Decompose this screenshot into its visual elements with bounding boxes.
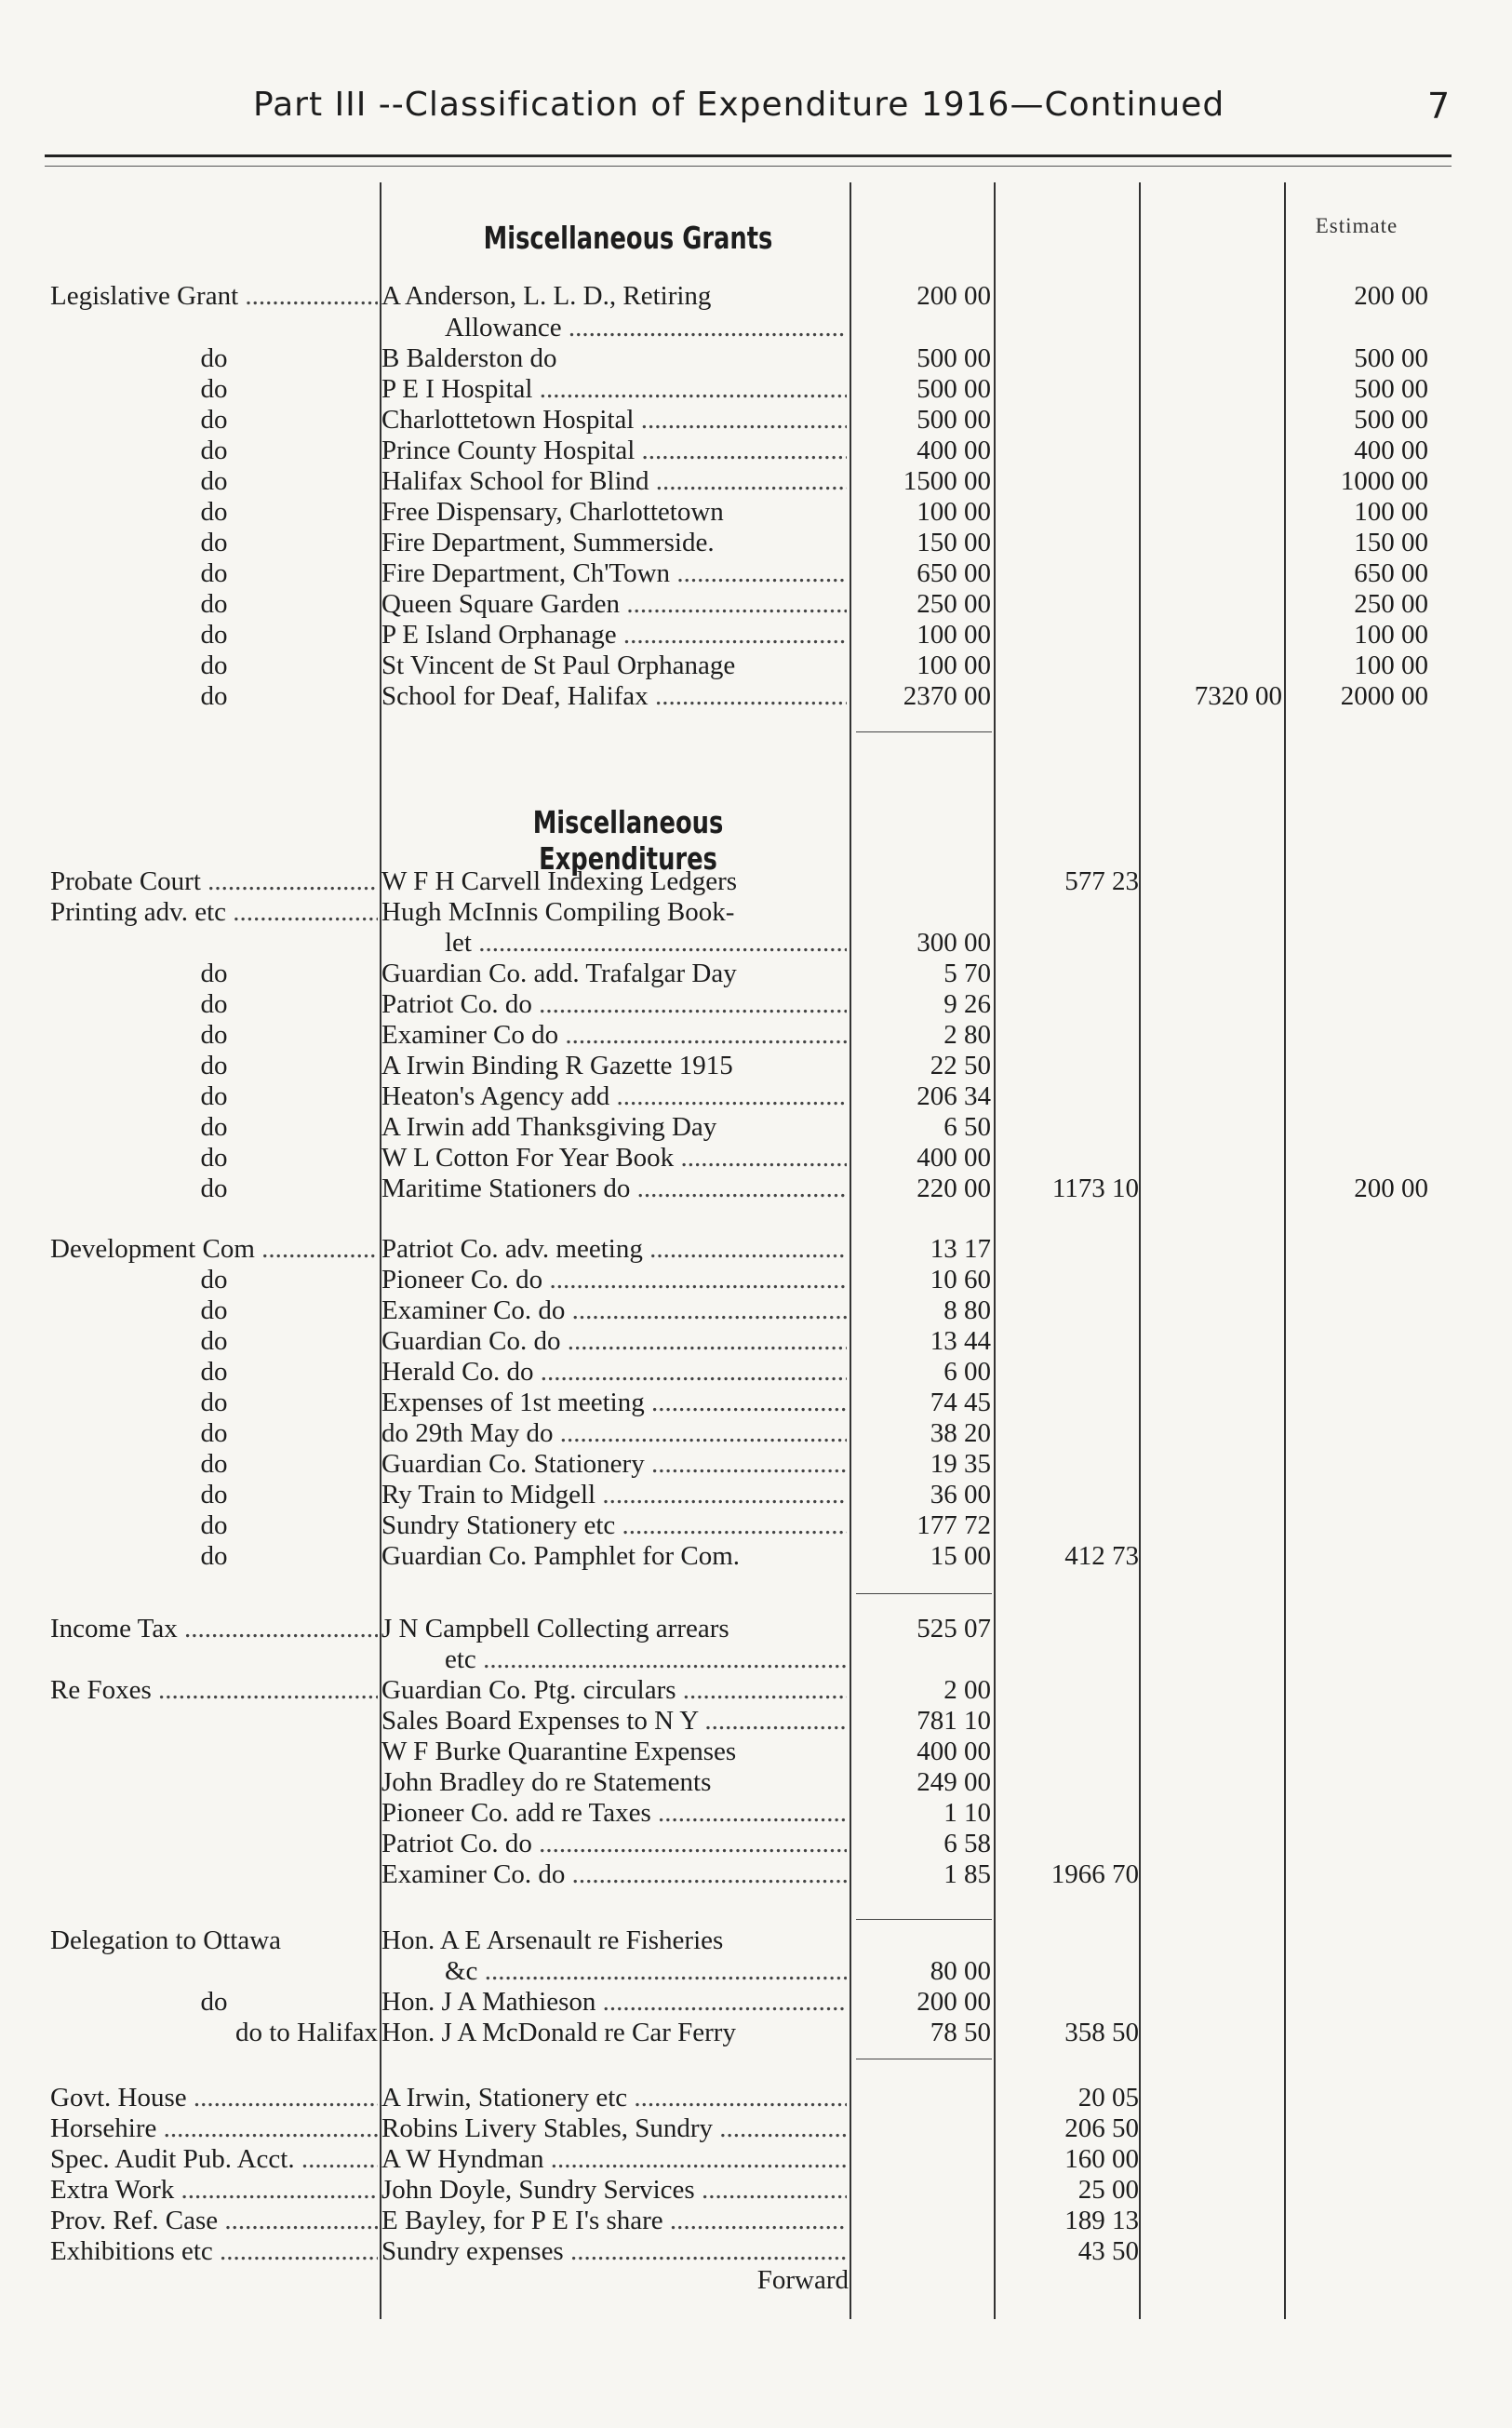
amount-col-1: 13 44 <box>930 1326 991 1356</box>
amount-col-2: 160 00 <box>1064 2144 1139 2174</box>
row-description: Examiner Co do ..... <box>381 1020 847 1051</box>
ledger-row <box>0 1510 1512 1541</box>
ledger-row <box>0 1956 1512 1987</box>
ledger-row <box>0 1706 1512 1737</box>
row-description: W F Burke Quarantine Expenses <box>381 1737 737 1766</box>
amount-col-1: 22 50 <box>930 1051 991 1080</box>
amount-col-1: 6 58 <box>943 1829 991 1858</box>
amount-col-1: 8 80 <box>943 1295 991 1325</box>
row-description: Charlottetown Hospital ..... <box>381 405 847 436</box>
amount-col-4: 400 00 <box>1354 436 1428 465</box>
row-account: Spec. Audit Pub. Acct. ..... <box>50 2144 378 2175</box>
ledger-row <box>0 1987 1512 2018</box>
amount-col-4: 200 00 <box>1354 1174 1428 1203</box>
section-title-expenditures: Miscellaneous Expenditures <box>532 804 724 877</box>
row-description: Guardian Co. Stationery ..... <box>381 1449 847 1480</box>
amount-col-1: 100 00 <box>917 651 991 680</box>
ledger-row <box>0 1020 1512 1051</box>
row-account: do to Halifax <box>234 2018 378 2047</box>
ledger-row <box>0 1295 1512 1326</box>
row-description: Hon. J A Mathieson ..... <box>381 1987 847 2018</box>
amount-col-1: 200 00 <box>917 281 991 311</box>
amount-col-4: 650 00 <box>1354 558 1428 588</box>
amount-col-4: 200 00 <box>1354 281 1428 311</box>
row-account: Printing adv. etc ..... <box>50 897 378 928</box>
row-description: Guardian Co. do ..... <box>381 1326 847 1357</box>
amount-col-1: 250 00 <box>917 589 991 619</box>
ledger-row <box>0 1234 1512 1265</box>
amount-col-4: 500 00 <box>1354 343 1428 373</box>
row-account: do <box>200 1510 228 1540</box>
row-description: &c ..... <box>445 1956 847 1987</box>
row-description: Patriot Co. adv. meeting ..... <box>381 1234 847 1265</box>
ledger-row <box>0 928 1512 959</box>
amount-col-2: 577 23 <box>1064 866 1139 896</box>
row-description: Queen Square Garden ..... <box>381 589 847 620</box>
row-account: do <box>200 1020 228 1050</box>
row-account: do <box>200 466 228 496</box>
amount-col-1: 400 00 <box>917 1143 991 1173</box>
row-description: Sundry Stationery etc ..... <box>381 1510 847 1541</box>
row-description: P E Island Orphanage ..... <box>381 620 847 651</box>
amount-col-3: 7320 00 <box>1194 681 1282 711</box>
ledger-row <box>0 528 1512 558</box>
amount-col-1: 78 50 <box>930 2018 991 2047</box>
row-account: do <box>200 528 228 557</box>
row-description: Pioneer Co. do ..... <box>381 1265 847 1295</box>
ledger-row <box>0 2175 1512 2206</box>
amount-col-1: 1 10 <box>943 1798 991 1828</box>
row-description: Examiner Co. do ..... <box>381 1295 847 1326</box>
row-account: do <box>200 405 228 435</box>
amount-col-4: 2000 00 <box>1340 681 1428 711</box>
amount-col-1: 525 07 <box>917 1614 991 1643</box>
row-description: Maritime Stationers do ..... <box>381 1174 847 1204</box>
row-description: W L Cotton For Year Book ..... <box>381 1143 847 1174</box>
amount-col-1: 650 00 <box>917 558 991 588</box>
ledger-row <box>0 497 1512 528</box>
amount-col-1: 9 26 <box>943 989 991 1019</box>
ledger-row <box>0 1925 1512 1956</box>
amount-col-1: 2 80 <box>943 1020 991 1050</box>
amount-col-1: 177 72 <box>917 1510 991 1540</box>
amount-col-4: 100 00 <box>1354 620 1428 650</box>
amount-col-1: 1 85 <box>943 1859 991 1889</box>
ledger-row <box>0 1265 1512 1295</box>
row-account: do <box>200 1357 228 1387</box>
amount-col-1: 13 17 <box>930 1234 991 1264</box>
ledger-row <box>0 589 1512 620</box>
amount-col-2: 43 50 <box>1077 2236 1139 2266</box>
section-title-grants: Miscellaneous Grants <box>483 220 773 256</box>
amount-col-1: 500 00 <box>917 405 991 435</box>
row-account: do <box>200 436 228 465</box>
ledger-row <box>0 1112 1512 1143</box>
ledger-row <box>0 1767 1512 1798</box>
row-account: Extra Work ..... <box>50 2175 378 2206</box>
amount-col-4: 500 00 <box>1354 374 1428 404</box>
ledger-row <box>0 1675 1512 1706</box>
row-account: do <box>200 1541 228 1571</box>
amount-col-1: 6 00 <box>943 1357 991 1387</box>
row-description: Hon. J A McDonald re Car Ferry <box>381 2018 736 2047</box>
ledger-row <box>0 1418 1512 1449</box>
row-description: Ry Train to Midgell ..... <box>381 1480 847 1510</box>
row-description: Examiner Co. do ..... <box>381 1859 847 1890</box>
ledger-row <box>0 1859 1512 1890</box>
amount-col-1: 500 00 <box>917 374 991 404</box>
row-account: do <box>200 1295 228 1325</box>
amount-col-2: 358 50 <box>1064 2018 1139 2047</box>
row-description: Sundry expenses ..... <box>381 2236 847 2267</box>
sum-rule <box>856 731 992 732</box>
estimate-column-header: Estimate <box>1315 214 1398 237</box>
page-header <box>0 86 1512 134</box>
row-account: Prov. Ref. Case ..... <box>50 2206 378 2236</box>
row-description: School for Deaf, Halifax ..... <box>381 681 847 712</box>
ledger-row <box>0 1174 1512 1204</box>
row-description: Heaton's Agency add ..... <box>381 1081 847 1112</box>
amount-col-1: 74 45 <box>930 1388 991 1417</box>
row-description: Pioneer Co. add re Taxes ..... <box>381 1798 847 1829</box>
row-description: Expenses of 1st meeting ..... <box>381 1388 847 1418</box>
amount-col-2: 412 73 <box>1064 1541 1139 1571</box>
row-description: let ..... <box>445 928 847 959</box>
page-title: Part III --Classification of Expenditure 1916—Continued <box>253 86 1225 124</box>
page-number: 7 <box>1427 86 1451 127</box>
amount-col-1: 400 00 <box>917 436 991 465</box>
row-description: A W Hyndman ..... <box>381 2144 847 2175</box>
row-description: A Irwin, Stationery etc ..... <box>381 2083 847 2113</box>
ledger-row <box>0 466 1512 497</box>
ledger-row <box>0 897 1512 928</box>
row-description: Prince County Hospital ..... <box>381 436 847 466</box>
ledger-row <box>0 1644 1512 1675</box>
header-rule-thin <box>45 166 1452 167</box>
row-description: Guardian Co. Ptg. circulars ..... <box>381 1675 847 1706</box>
row-description: Free Dispensary, Charlottetown <box>381 497 724 527</box>
row-description: Guardian Co. add. Trafalgar Day <box>381 959 737 988</box>
amount-col-2: 20 05 <box>1077 2083 1139 2113</box>
amount-col-1: 200 00 <box>917 1987 991 2017</box>
ledger-row <box>0 681 1512 712</box>
row-account: do <box>200 620 228 650</box>
row-account: Horsehire ..... <box>50 2113 378 2144</box>
row-account: Income Tax ..... <box>50 1614 378 1644</box>
amount-col-1: 206 34 <box>917 1081 991 1111</box>
ledger-row <box>0 1737 1512 1767</box>
row-description: Halifax School for Blind ..... <box>381 466 847 497</box>
ledger-row <box>0 1798 1512 1829</box>
row-description: John Bradley do re Statements <box>381 1767 712 1797</box>
row-account: Development Com ..... <box>50 1234 378 1265</box>
amount-col-2: 25 00 <box>1077 2175 1139 2205</box>
amount-col-1: 6 50 <box>943 1112 991 1142</box>
row-account: do <box>200 1987 228 2017</box>
amount-col-1: 100 00 <box>917 497 991 527</box>
ledger-row <box>0 313 1512 343</box>
row-description: A Irwin add Thanksgiving Day <box>381 1112 717 1142</box>
ledger-row <box>0 2206 1512 2236</box>
row-description: John Doyle, Sundry Services ..... <box>381 2175 847 2206</box>
ledger-row <box>0 1326 1512 1357</box>
row-description: P E I Hospital ..... <box>381 374 847 405</box>
ledger-row <box>0 343 1512 374</box>
row-account: do <box>200 959 228 988</box>
amount-col-1: 249 00 <box>917 1767 991 1797</box>
ledger-row <box>0 436 1512 466</box>
amount-col-1: 15 00 <box>930 1541 991 1571</box>
amount-col-2: 189 13 <box>1064 2206 1139 2235</box>
ledger-row <box>0 2113 1512 2144</box>
amount-col-1: 80 00 <box>930 1956 991 1986</box>
row-account: do <box>200 989 228 1019</box>
row-description: W F H Carvell Indexing Ledgers <box>381 866 738 896</box>
row-description: Hon. A E Arsenault re Fisheries <box>381 1925 724 1955</box>
row-account: do <box>200 343 228 373</box>
row-account: Delegation to Ottawa <box>50 1925 282 1955</box>
ledger-row <box>0 651 1512 681</box>
ledger-row <box>0 1449 1512 1480</box>
ledger-row <box>0 1081 1512 1112</box>
row-account: Probate Court ..... <box>50 866 378 897</box>
ledger-row <box>0 281 1512 312</box>
amount-col-1: 38 20 <box>930 1418 991 1448</box>
ledger-row <box>0 2236 1512 2267</box>
ledger-row <box>0 866 1512 897</box>
amount-col-2: 1966 70 <box>1050 1859 1139 1889</box>
row-account: do <box>200 1265 228 1294</box>
row-account: do <box>200 1112 228 1142</box>
row-description: A Anderson, L. L. D., Retiring <box>381 281 712 311</box>
row-description: E Bayley, for P E I's share ..... <box>381 2206 847 2236</box>
row-description: do 29th May do ..... <box>381 1418 847 1449</box>
row-description: St Vincent de St Paul Orphanage <box>381 651 736 680</box>
amount-col-1: 150 00 <box>917 528 991 557</box>
forward-row <box>0 2265 1512 2296</box>
ledger-row <box>0 1614 1512 1644</box>
row-description: Patriot Co. do ..... <box>381 1829 847 1859</box>
ledger-row <box>0 1480 1512 1510</box>
amount-col-1: 300 00 <box>917 928 991 958</box>
ledger-row <box>0 2018 1512 2048</box>
row-account: do <box>200 651 228 680</box>
amount-col-1: 2 00 <box>943 1675 991 1705</box>
ledger-row <box>0 1357 1512 1388</box>
amount-col-1: 36 00 <box>930 1480 991 1509</box>
row-description: Fire Department, Summerside. <box>381 528 715 557</box>
sum-rule <box>856 1919 992 1920</box>
row-account: do <box>200 374 228 404</box>
row-account: do <box>200 1449 228 1479</box>
row-account: do <box>200 558 228 588</box>
forward-label: Forward <box>756 2265 849 2295</box>
ledger-row <box>0 405 1512 436</box>
header-rule <box>45 154 1452 157</box>
row-account: Re Foxes ..... <box>50 1675 378 1706</box>
row-account: do <box>200 681 228 711</box>
ledger-row <box>0 959 1512 989</box>
row-description: A Irwin Binding R Gazette 1915 <box>381 1051 733 1080</box>
amount-col-1: 500 00 <box>917 343 991 373</box>
ledger-row <box>0 2083 1512 2113</box>
amount-col-1: 2370 00 <box>903 681 991 711</box>
row-description: Allowance ..... <box>445 313 847 343</box>
ledger-row <box>0 1143 1512 1174</box>
ledger-row <box>0 1388 1512 1418</box>
row-description: Fire Department, Ch'Town ..... <box>381 558 847 589</box>
row-account: do <box>200 1174 228 1203</box>
amount-col-1: 220 00 <box>917 1174 991 1203</box>
row-description: Sales Board Expenses to N Y ..... <box>381 1706 847 1737</box>
row-description: Patriot Co. do ..... <box>381 989 847 1020</box>
ledger-row <box>0 989 1512 1020</box>
row-account: do <box>200 497 228 527</box>
amount-col-1: 5 70 <box>943 959 991 988</box>
row-description: Guardian Co. Pamphlet for Com. <box>381 1541 741 1571</box>
amount-col-4: 100 00 <box>1354 651 1428 680</box>
row-description: B Balderston do <box>381 343 557 373</box>
amount-col-1: 100 00 <box>917 620 991 650</box>
amount-col-4: 1000 00 <box>1340 466 1428 496</box>
row-description: etc ..... <box>445 1644 847 1675</box>
row-account: Govt. House ..... <box>50 2083 378 2113</box>
ledger-row <box>0 1829 1512 1859</box>
ledger-row <box>0 558 1512 589</box>
ledger-row <box>0 620 1512 651</box>
ledger-row <box>0 1051 1512 1081</box>
amount-col-4: 150 00 <box>1354 528 1428 557</box>
amount-col-2: 1173 10 <box>1051 1174 1139 1203</box>
amount-col-4: 100 00 <box>1354 497 1428 527</box>
row-account: do <box>200 1480 228 1509</box>
row-account: Exhibitions etc ..... <box>50 2236 378 2267</box>
amount-col-1: 19 35 <box>930 1449 991 1479</box>
row-description: Hugh McInnis Compiling Book- <box>381 897 735 927</box>
ledger-row <box>0 1541 1512 1572</box>
row-account: Legislative Grant ..... <box>50 281 378 312</box>
row-account: do <box>200 1081 228 1111</box>
sum-rule <box>856 1593 992 1594</box>
row-account: do <box>200 589 228 619</box>
row-account: do <box>200 1051 228 1080</box>
row-account: do <box>200 1418 228 1448</box>
row-account: do <box>200 1143 228 1173</box>
ledger-row <box>0 2144 1512 2175</box>
amount-col-1: 400 00 <box>917 1737 991 1766</box>
amount-col-1: 10 60 <box>930 1265 991 1294</box>
amount-col-4: 500 00 <box>1354 405 1428 435</box>
ledger-row <box>0 374 1512 405</box>
amount-col-1: 781 10 <box>917 1706 991 1736</box>
row-account: do <box>200 1326 228 1356</box>
row-description: Herald Co. do ..... <box>381 1357 847 1388</box>
amount-col-1: 1500 00 <box>903 466 991 496</box>
row-description: Robins Livery Stables, Sundry ..... <box>381 2113 847 2144</box>
row-account: do <box>200 1388 228 1417</box>
amount-col-2: 206 50 <box>1064 2113 1139 2143</box>
amount-col-4: 250 00 <box>1354 589 1428 619</box>
row-description: J N Campbell Collecting arrears <box>381 1614 729 1643</box>
